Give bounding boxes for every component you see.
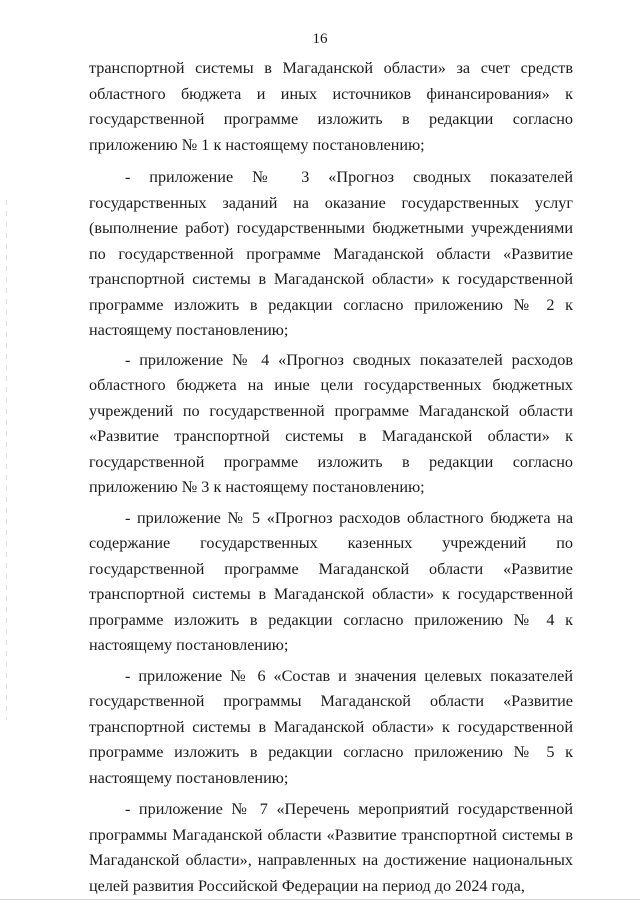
paragraph-continuation: транспортной системы в Магаданской области» за счет средств областного бюджета и иных источников финансирования» к государственной программе изложить в редакции согласно приложению № 1 к настоящему постановлению; [89,59,573,154]
document-body [89,56,573,899]
paragraph-appendix-5: - приложение № 5 «Прогноз расходов областного бюджета на содержание государственных казенных учреждений по государственной программе Магаданской области «Развитие транспортной системы в Магаданской области» к государственной программе изложить в редакции согласно приложению № 4 к настоящему постановлению; [89,508,573,654]
scan-edge-artifact [6,200,7,720]
paragraph-appendix-7: - приложение № 7 «Перечень мероприятий государственной программы Магаданской области «Развитие транспортной системы в Магаданской области», направленных на достижение национальных целей развития Российской Федерации на период до 2024 года, [89,800,573,895]
page-number: 16 [312,31,328,47]
paragraph-appendix-6: - приложение № 6 «Состав и значения целевых показателей государственной программы Магаданской области «Развитие транспортной системы в Магаданской области» к государственной программе изложить в редакции согласно приложению № 5 к настоящему постановлению; [89,666,573,787]
paragraph-appendix-3: - приложение № 3 «Прогноз сводных показателей государственных заданий на оказание государственных услуг (выполнение работ) государственными бюджетными учреждениями по государственной программе Магаданской области «Развитие транспортной системы в Магаданской области» к государственной программе изложить в редакции согласно приложению № 2 к настоящему постановлению; [89,168,573,339]
paragraph-appendix-4: - приложение № 4 «Прогноз сводных показателей расходов областного бюджета на иные цели государственных бюджетных учреждений по государственной программе Магаданской области «Развитие транспортной системы в Магаданской области» к государственной программе изложить в редакции согласно приложению № 3 к настоящему постановлению; [89,350,573,496]
scan-bottom-edge [0,899,640,900]
